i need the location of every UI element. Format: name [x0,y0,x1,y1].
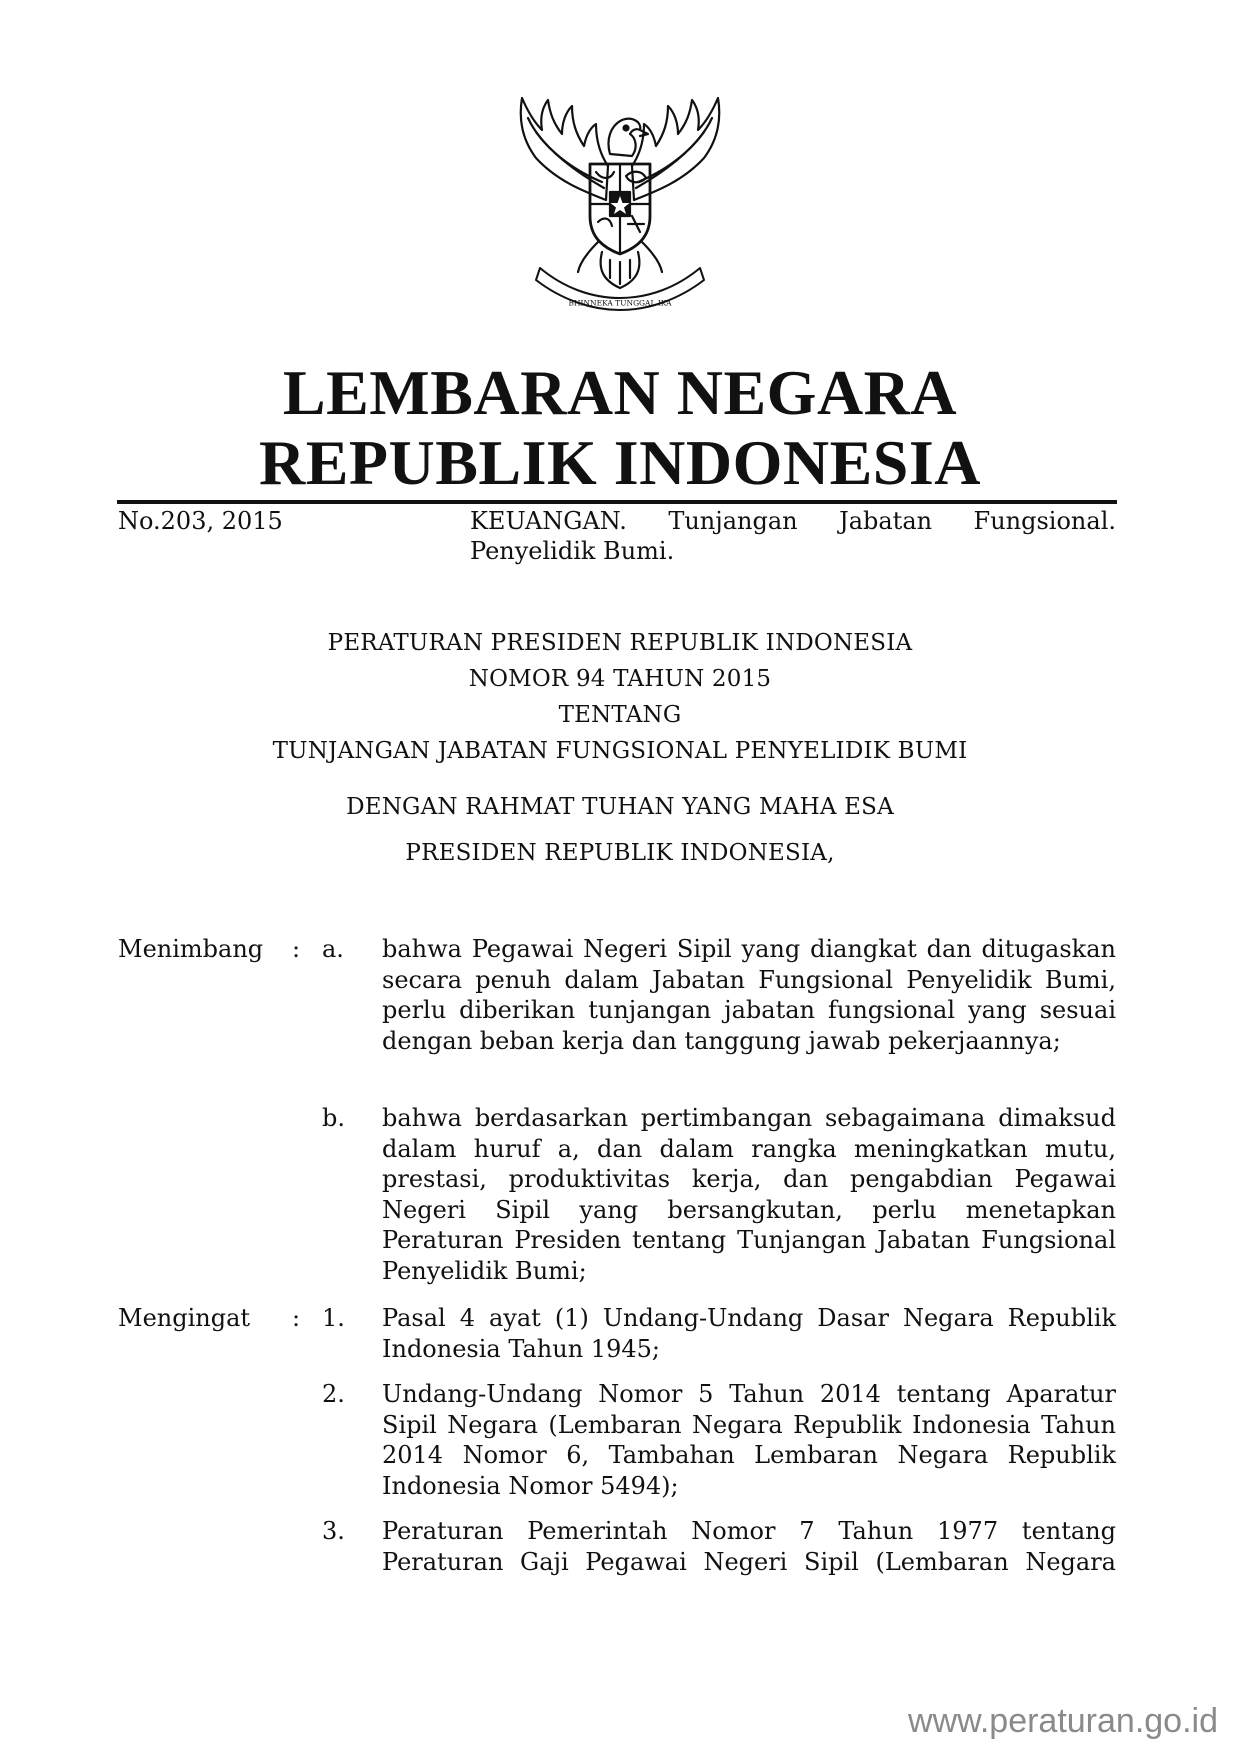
menimbang-item-text: bahwa Pegawai Negeri Sipil yang diangkat dan ditugaskan secara penuh dalam Jabatan Fungsional Penyelidik Bumi, perlu diberikan tunjangan jabatan fungsional yang sesuai dengan beban kerja dan tanggung jawab pekerjaannya; [382,935,1116,1055]
menimbang-separator: : [292,935,301,963]
mengingat-item-marker: 3. [322,1517,345,1545]
menimbang-item-marker: a. [322,935,344,963]
masthead-title-line1: LEMBARAN NEGARA [282,357,958,428]
mengingat-item-text: Undang-Undang Nomor 5 Tahun 2014 tentang Aparatur Sipil Negara (Lembaran Negara Republik Indonesia Tahun 2014 Nomor 6, Tambahan Lembaran Negara Republik Indonesia Nomor 5494); [382,1380,1116,1500]
regulation-title: PERATURAN PRESIDEN REPUBLIK INDONESIA [327,630,913,656]
regulation-issuer: PRESIDEN REPUBLIK INDONESIA, [405,840,835,866]
gazette-number: No.203, 2015 [118,507,283,535]
regulation-invocation: DENGAN RAHMAT TUHAN YANG MAHA ESA [346,794,894,820]
mengingat-separator: : [292,1304,301,1332]
regulation-about: TENTANG [558,702,682,728]
garuda-pancasila-emblem-icon [506,92,734,314]
gazette-subject: KEUANGAN. Tunjangan Jabatan Fungsional. Penyelidik Bumi. [470,507,1116,565]
mengingat-item-marker: 2. [322,1380,345,1408]
mengingat-item-text: Pasal 4 ayat (1) Undang-Undang Dasar Negara Republik Indonesia Tahun 1945; [382,1304,1116,1363]
menimbang-item-marker: b. [322,1104,345,1132]
menimbang-item-text: bahwa berdasarkan pertimbangan sebagaimana dimaksud dalam huruf a, dan dalam rangka meningkatkan mutu, prestasi, produktivitas kerja, dan pengabdian Pegawai Negeri Sipil yang bersangkutan, perlu menetapkan Peraturan Presiden tentang Tunjangan Jabatan Fungsional Penyelidik Bumi; [382,1104,1116,1285]
masthead-divider [117,500,1117,504]
emblem-motto: BHINNEKA TUNGGAL IKA [568,298,672,308]
mengingat-item-marker: 1. [322,1304,345,1332]
source-watermark: www.peraturan.go.id [908,1702,1218,1740]
regulation-subject: TUNJANGAN JABATAN FUNGSIONAL PENYELIDIK BUMI [272,738,968,764]
menimbang-label: Menimbang [118,935,264,963]
regulation-number: NOMOR 94 TAHUN 2015 [468,666,772,692]
masthead-title-line2: REPUBLIK INDONESIA [258,427,982,498]
mengingat-label: Mengingat [118,1304,251,1332]
mengingat-item-text: Peraturan Pemerintah Nomor 7 Tahun 1977 tentang Peraturan Gaji Pegawai Negeri Sipil (Lembaran Negara [382,1517,1116,1576]
